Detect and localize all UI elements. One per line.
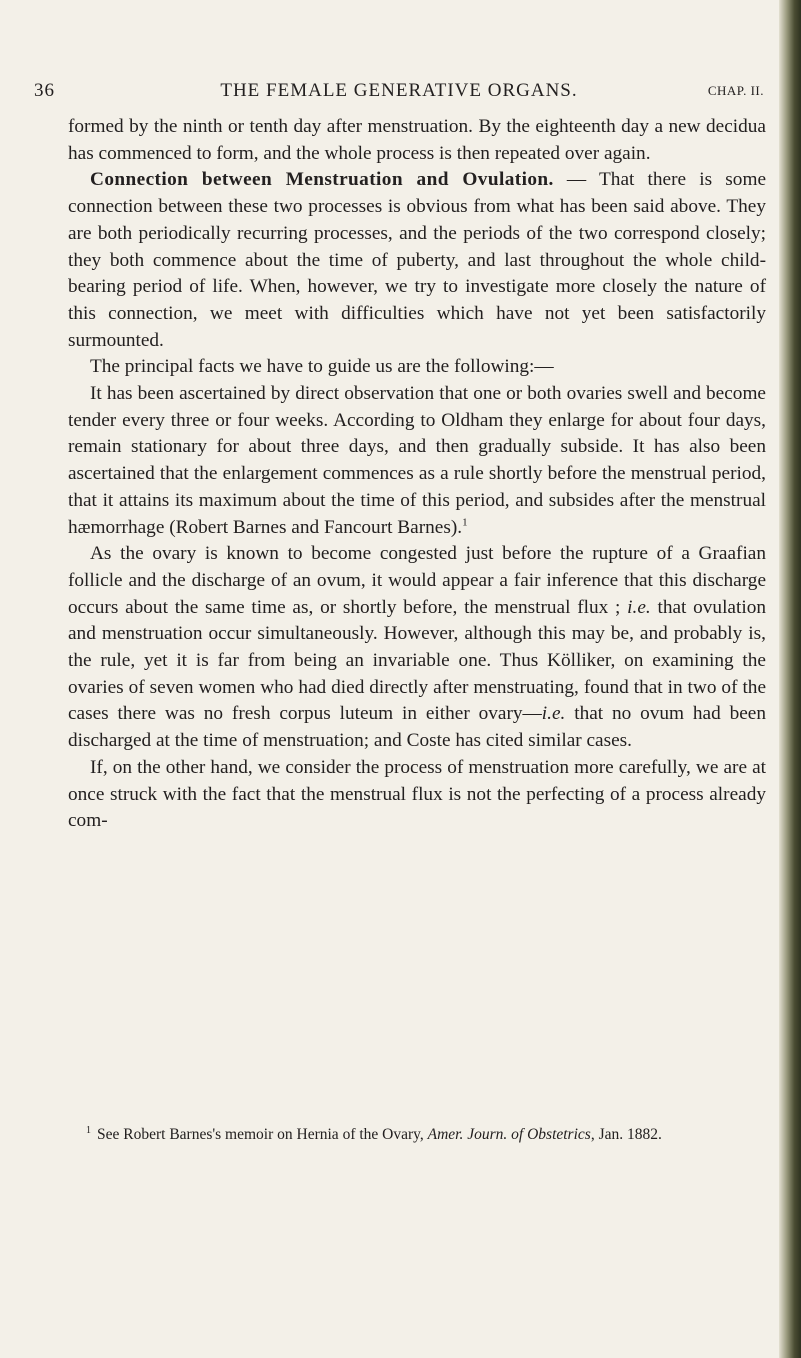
paragraph-2-text: That there is some connection between these two processes is obvious from what has been said above. They are both periodically recurring processes, and the periods of the two correspond closely; they both commence about the time of puberty, and last throughout the whole child-bearing period of life. When, however, we try to investigate more closely the nature of this connection, we meet with difficulties which have not yet been satisfactorily surmounted. bbox=[68, 169, 766, 351]
footnote-date: , Jan. 1882. bbox=[590, 1126, 662, 1144]
footnote-journal: Amer. Journ. of Obstetrics bbox=[427, 1126, 591, 1144]
heading-dash: — bbox=[553, 169, 600, 191]
paragraph-2 bbox=[68, 167, 766, 354]
paragraph-1: formed by the ninth or tenth day after menstruation. By the eighteenth day a new decidua has commenced to form, and the whole process is then repeated over again. bbox=[68, 116, 766, 164]
paragraph-5-text-a: As the ovary is known to become congested just before the rupture of a Graafian follicle and the discharge of an ovum, it would appear a fair inference that this discharge occurs about the same time as, or shortly before, the menstrual flux ; bbox=[68, 543, 766, 618]
page-header bbox=[34, 80, 764, 110]
paragraph-5-text-c: that no ovum had been discharged at the time of menstruation; and Coste has cited similar cases. bbox=[68, 703, 767, 752]
paragraph-5-text-b: that ovulation and menstruation occur simultaneously. However, although this may be, and probably is, the rule, yet it is far from being an invariable one. Thus Kölliker, on examining the ovaries of seven women who had died directly after menstruating, found that in two of the cases there was no fresh corpus luteum in either ovary— bbox=[68, 596, 766, 725]
chapter-label: CHAP. II. bbox=[707, 83, 764, 98]
body-text bbox=[68, 114, 766, 835]
paragraph-6: If, on the other hand, we consider the process of menstruation more carefully, we are at once struck with the fact that the menstrual flux is not the perfecting of a process already com- bbox=[68, 756, 766, 832]
page-number: 36 bbox=[34, 80, 55, 101]
abbr-ie: i.e. bbox=[627, 596, 651, 618]
footnote-reference: 1 bbox=[462, 516, 468, 529]
page-edge bbox=[779, 0, 801, 1358]
footnote-text: See Robert Barnes's memoir on Hernia of the Ovary, bbox=[97, 1126, 428, 1144]
paragraph-4-text: It has been ascertained by direct observation that one or both ovaries swell and become tender every three or four weeks. According to Oldham they enlarge for about four days, remain stationary for about three days, and then gradually subside. It has also been ascertained that the enlargement commences as a rule shortly before the menstrual period, that it attains its maximum about the time of this period, and subsides after the menstrual hæmorrhage (Robert Barnes and Fancourt Barnes). bbox=[68, 383, 766, 538]
running-title: THE FEMALE GENERATIVE ORGANS. bbox=[220, 80, 578, 101]
abbr-ie-2: i.e. bbox=[541, 703, 566, 725]
paragraph-5 bbox=[68, 541, 766, 755]
paragraph-3: The principal facts we have to guide us are the following:— bbox=[90, 356, 554, 378]
footnote bbox=[68, 1120, 766, 1145]
section-heading: Connection between Menstruation and Ovulation. bbox=[90, 169, 554, 191]
footnote-mark: 1 bbox=[86, 1125, 91, 1136]
paragraph-4 bbox=[68, 381, 766, 541]
